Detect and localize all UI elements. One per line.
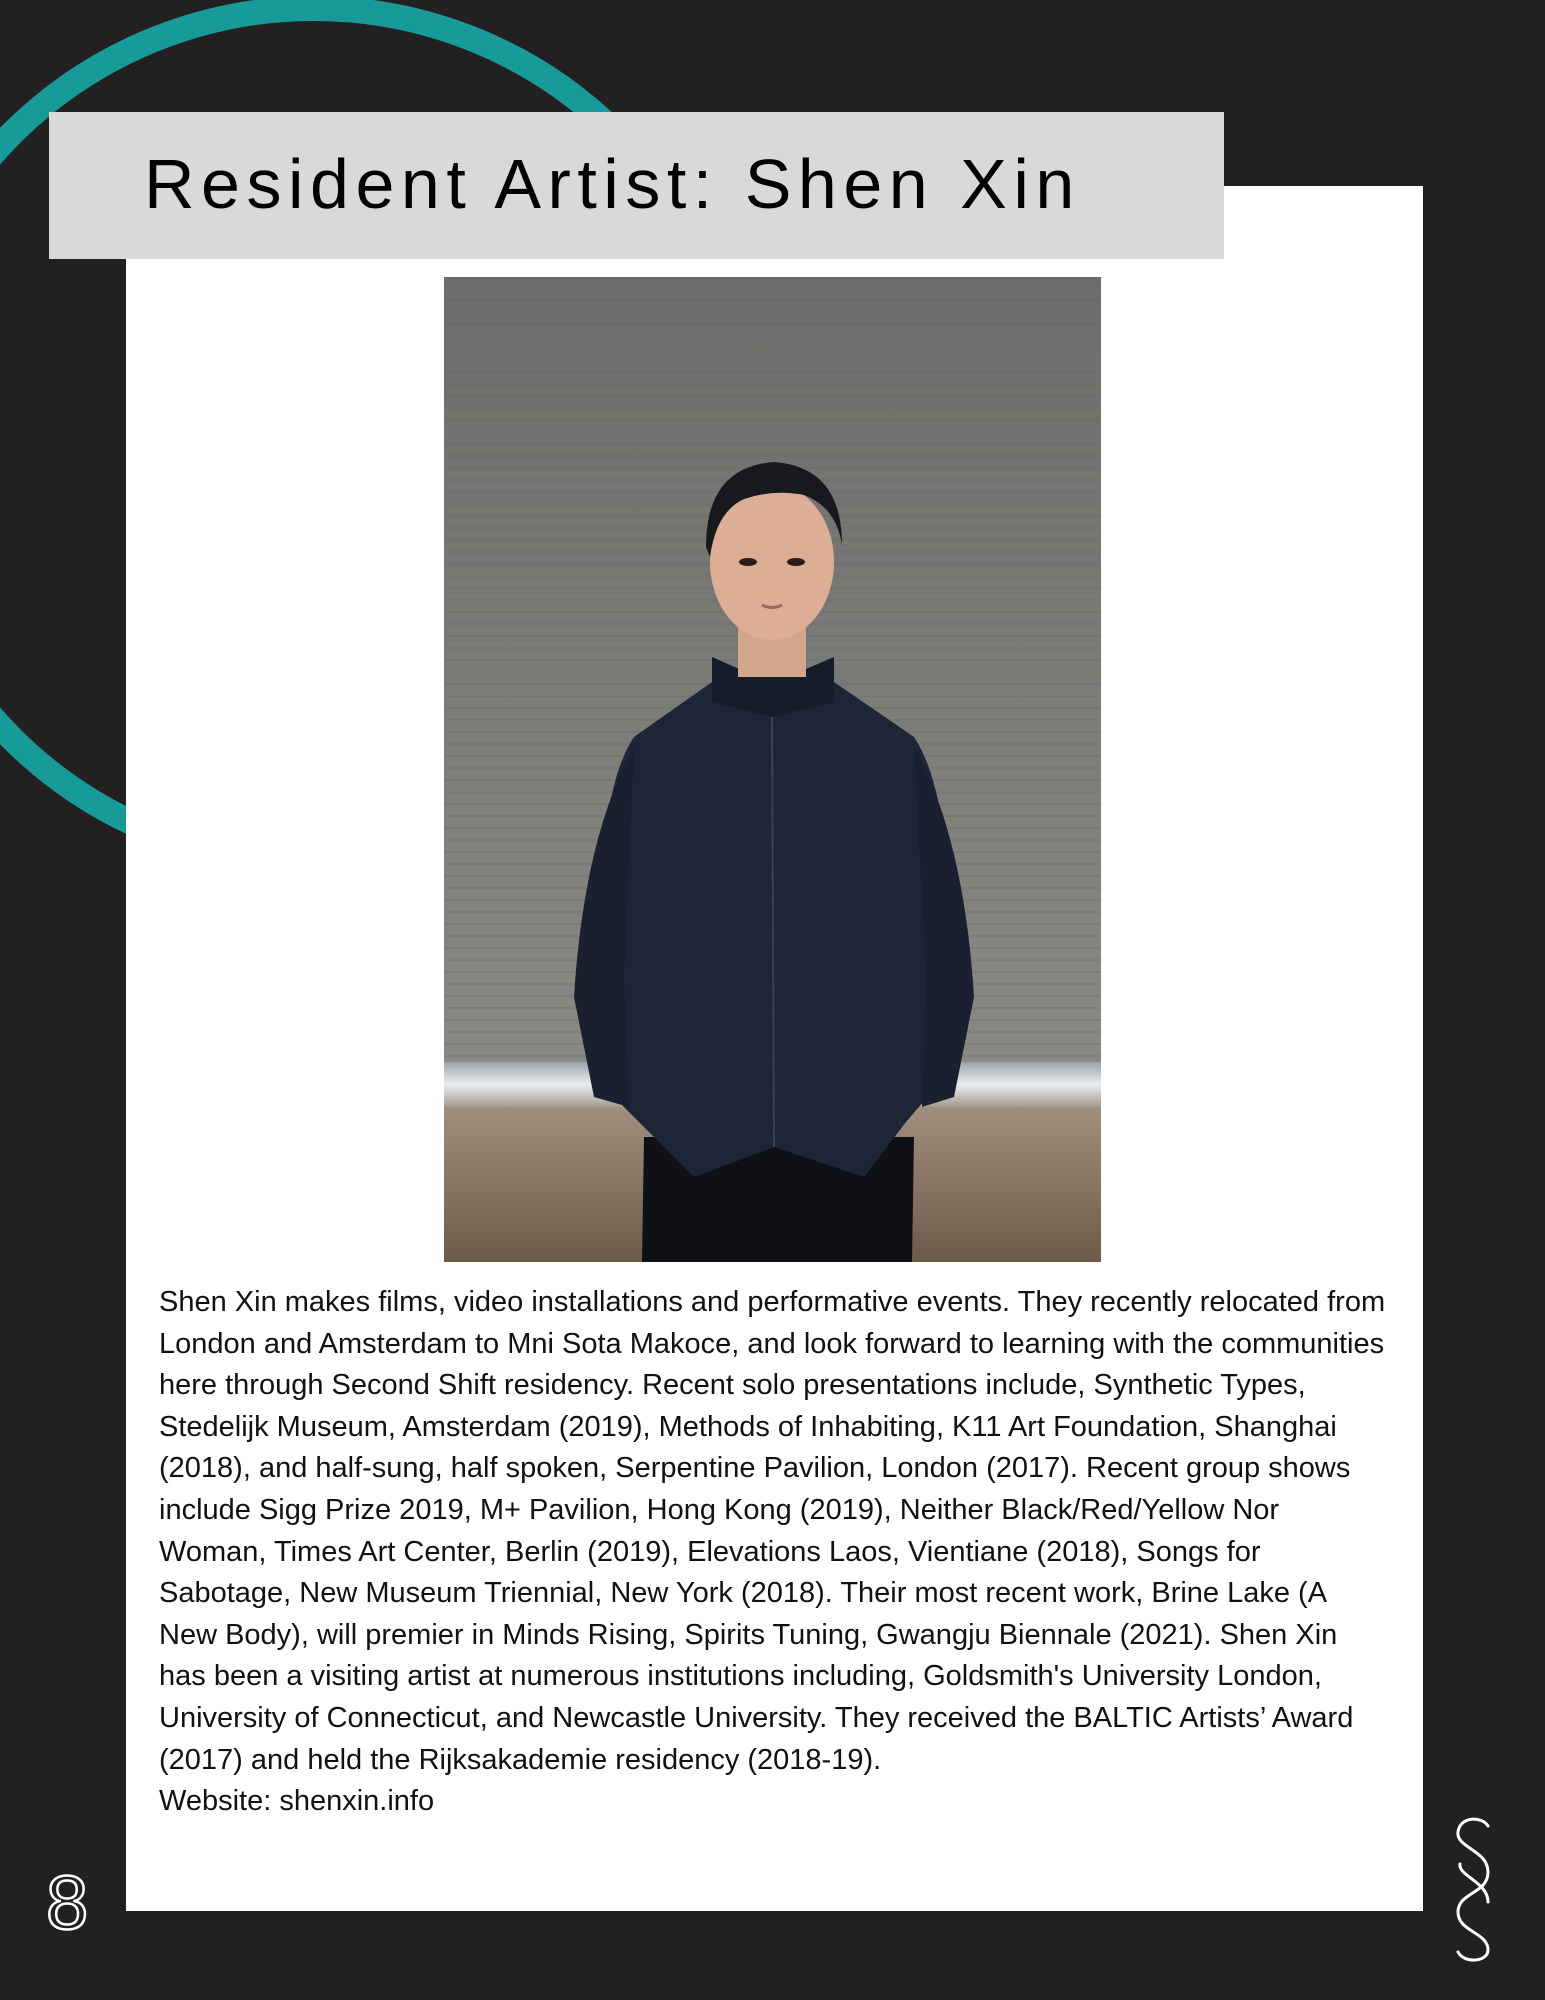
title-banner bbox=[49, 112, 1224, 259]
artist-bio bbox=[159, 1282, 1389, 1823]
page-number: 8 bbox=[46, 1861, 89, 1946]
section-sign-logo-icon bbox=[1448, 1812, 1498, 1962]
bio-paragraph: Shen Xin makes films, video installations and performative events. They recently relocated from London and Amsterdam to Mni Sota Makoce, and look forward to learning with the communities here through Second Shift residency. Recent solo presentations include, Synthetic Types, Stedelijk Museum, Amsterdam (2019), Methods of Inhabiting, K11 Art Foundation, Shanghai (2018), and half-sung, half spoken, Serpentine Pavilion, London (2017). Recent group shows include Sigg Prize 2019, M+ Pavilion, Hong Kong (2019), Neither Black/Red/Yellow Nor Woman, Times Art Center, Berlin (2019), Elevations Laos, Vientiane (2018), Songs for Sabotage, New Museum Triennial, New York (2018). Their most recent work, Brine Lake (A New Body), will premier in Minds Rising, Spirits Tuning, Gwangju Biennale (2021). Shen Xin has been a visiting artist at numerous institutions including, Goldsmith's University London, University of Connecticut, and Newcastle University. They received the BALTIC Artists’ Award (2017) and held the Rijksakademie residency (2018-19). bbox=[159, 1286, 1386, 1776]
page-title: Resident Artist: Shen Xin bbox=[144, 145, 1081, 223]
website-line: Website: shenxin.info bbox=[159, 1785, 435, 1818]
artist-portrait-photo bbox=[444, 277, 1101, 1262]
